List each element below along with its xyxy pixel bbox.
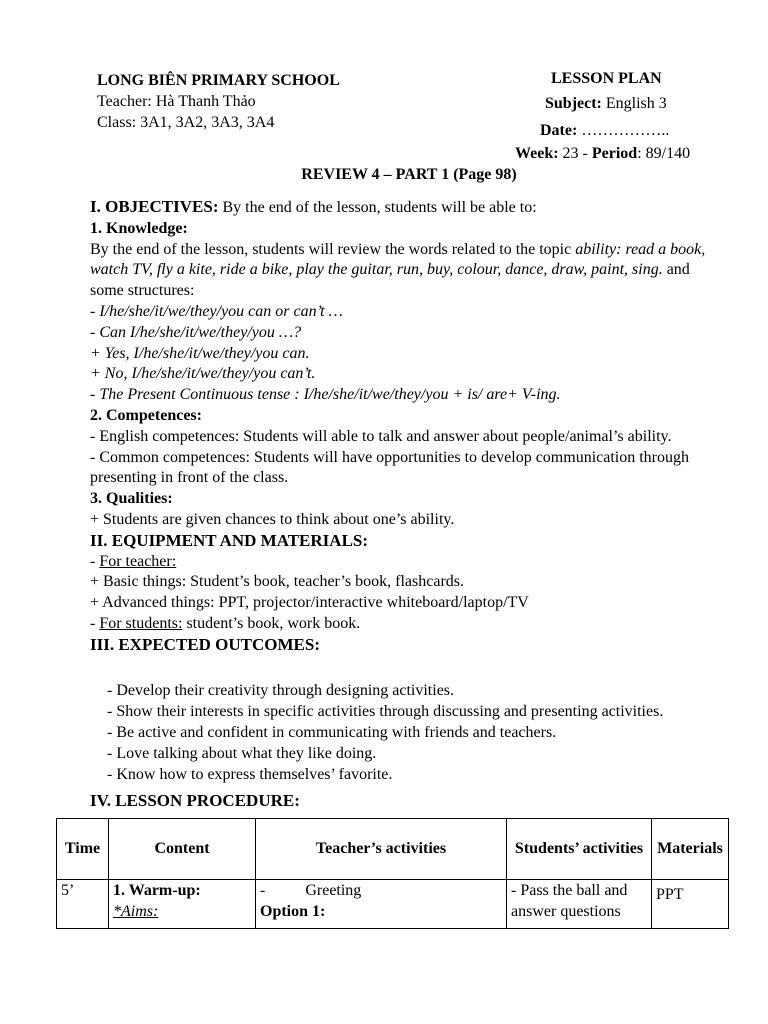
qualities-text: + Students are given chances to think about one’s ability.: [90, 510, 455, 528]
lesson-body: [90, 197, 720, 656]
header-left: [97, 70, 340, 133]
col-materials: Materials: [652, 819, 729, 880]
structure-item: + Yes, I/he/she/it/we/they/you can.: [90, 344, 310, 362]
competence-item: - Common competences: Students will have opportunities to develop communication through presenting in front of the class.: [90, 448, 690, 487]
objectives-heading: I. OBJECTIVES:: [90, 197, 219, 216]
objectives-line: [90, 197, 720, 219]
procedure-heading: IV. LESSON PROCEDURE:: [90, 791, 300, 810]
cell-time: 5’: [57, 880, 109, 929]
competences-heading: 2. Competences:: [90, 406, 202, 424]
subject-line: Subject: English 3: [545, 95, 667, 112]
outcome-item: - Show their interests in specific activities through discussing and presenting activities.: [107, 703, 664, 720]
objectives-intro: By the end of the lesson, students will be able to:: [218, 199, 537, 216]
lesson-title: REVIEW 4 – PART 1 (Page 98): [301, 166, 517, 183]
col-content: Content: [109, 819, 256, 880]
for-students-line: - For students: student’s book, work book.: [90, 614, 361, 632]
outcomes-heading: III. EXPECTED OUTCOMES:: [90, 634, 321, 654]
table-header-row: [57, 819, 729, 880]
outcome-item: - Develop their creativity through designing activities.: [107, 682, 455, 699]
equipment-heading: II. EQUIPMENT AND MATERIALS:: [90, 530, 369, 550]
teacher-name: Teacher: Hà Thanh Thảo: [97, 93, 256, 110]
cell-materials: PPT: [652, 880, 729, 929]
table-row: [57, 880, 729, 929]
cell-teacher: - Greeting Option 1:: [256, 880, 507, 929]
structure-item: - The Present Continuous tense : I/he/she/it/we/they/you + is/ are+ V-ing.: [90, 386, 561, 404]
class-list: Class: 3A1, 3A2, 3A3, 3A4: [97, 114, 275, 131]
knowledge-paragraph: By the end of the lesson, students will review the words related to the topic ability: read a book, watch TV, fly a kite, ride a bike, play the guitar, run, buy, colour, dance, draw, paint, sing. and some structures:: [90, 240, 706, 300]
cell-students: - Pass the ball and answer questions: [507, 880, 652, 929]
date-line: Date: ……………..: [540, 122, 670, 139]
structure-item: - Can I/he/she/it/we/they/you …?: [90, 323, 302, 341]
school-name: LONG BIÊN PRIMARY SCHOOL: [97, 72, 340, 89]
cell-content: 1. Warm-up: *Aims:: [109, 880, 256, 929]
col-time: Time: [57, 819, 109, 880]
procedure-table: [56, 818, 729, 929]
structure-item: - I/he/she/it/we/they/you can or can’t …: [90, 302, 343, 320]
knowledge-heading: 1. Knowledge:: [90, 219, 188, 237]
col-teacher: Teacher’s activities: [256, 819, 507, 880]
week-line: Week: 23 - Period: 89/140: [515, 145, 691, 162]
plan-title: LESSON PLAN: [551, 70, 662, 87]
structure-item: + No, I/he/she/it/we/they/you can’t.: [90, 365, 316, 383]
col-students: Students’ activities: [507, 819, 652, 880]
outcomes-list: [107, 680, 663, 785]
basic-things: + Basic things: Student’s book, teacher’s book, flashcards.: [90, 573, 464, 591]
advanced-things: + Advanced things: PPT, projector/interactive whiteboard/laptop/TV: [90, 594, 529, 612]
outcome-item: - Know how to express themselves’ favorite.: [107, 766, 393, 783]
qualities-heading: 3. Qualities:: [90, 490, 173, 508]
for-teacher-line: - For teacher:: [90, 552, 177, 570]
outcome-item: - Love talking about what they like doing.: [107, 745, 377, 762]
outcome-item: - Be active and confident in communicating with friends and teachers.: [107, 724, 557, 741]
competence-item: - English competences: Students will able to talk and answer about people/animal’s ability.: [90, 427, 672, 445]
